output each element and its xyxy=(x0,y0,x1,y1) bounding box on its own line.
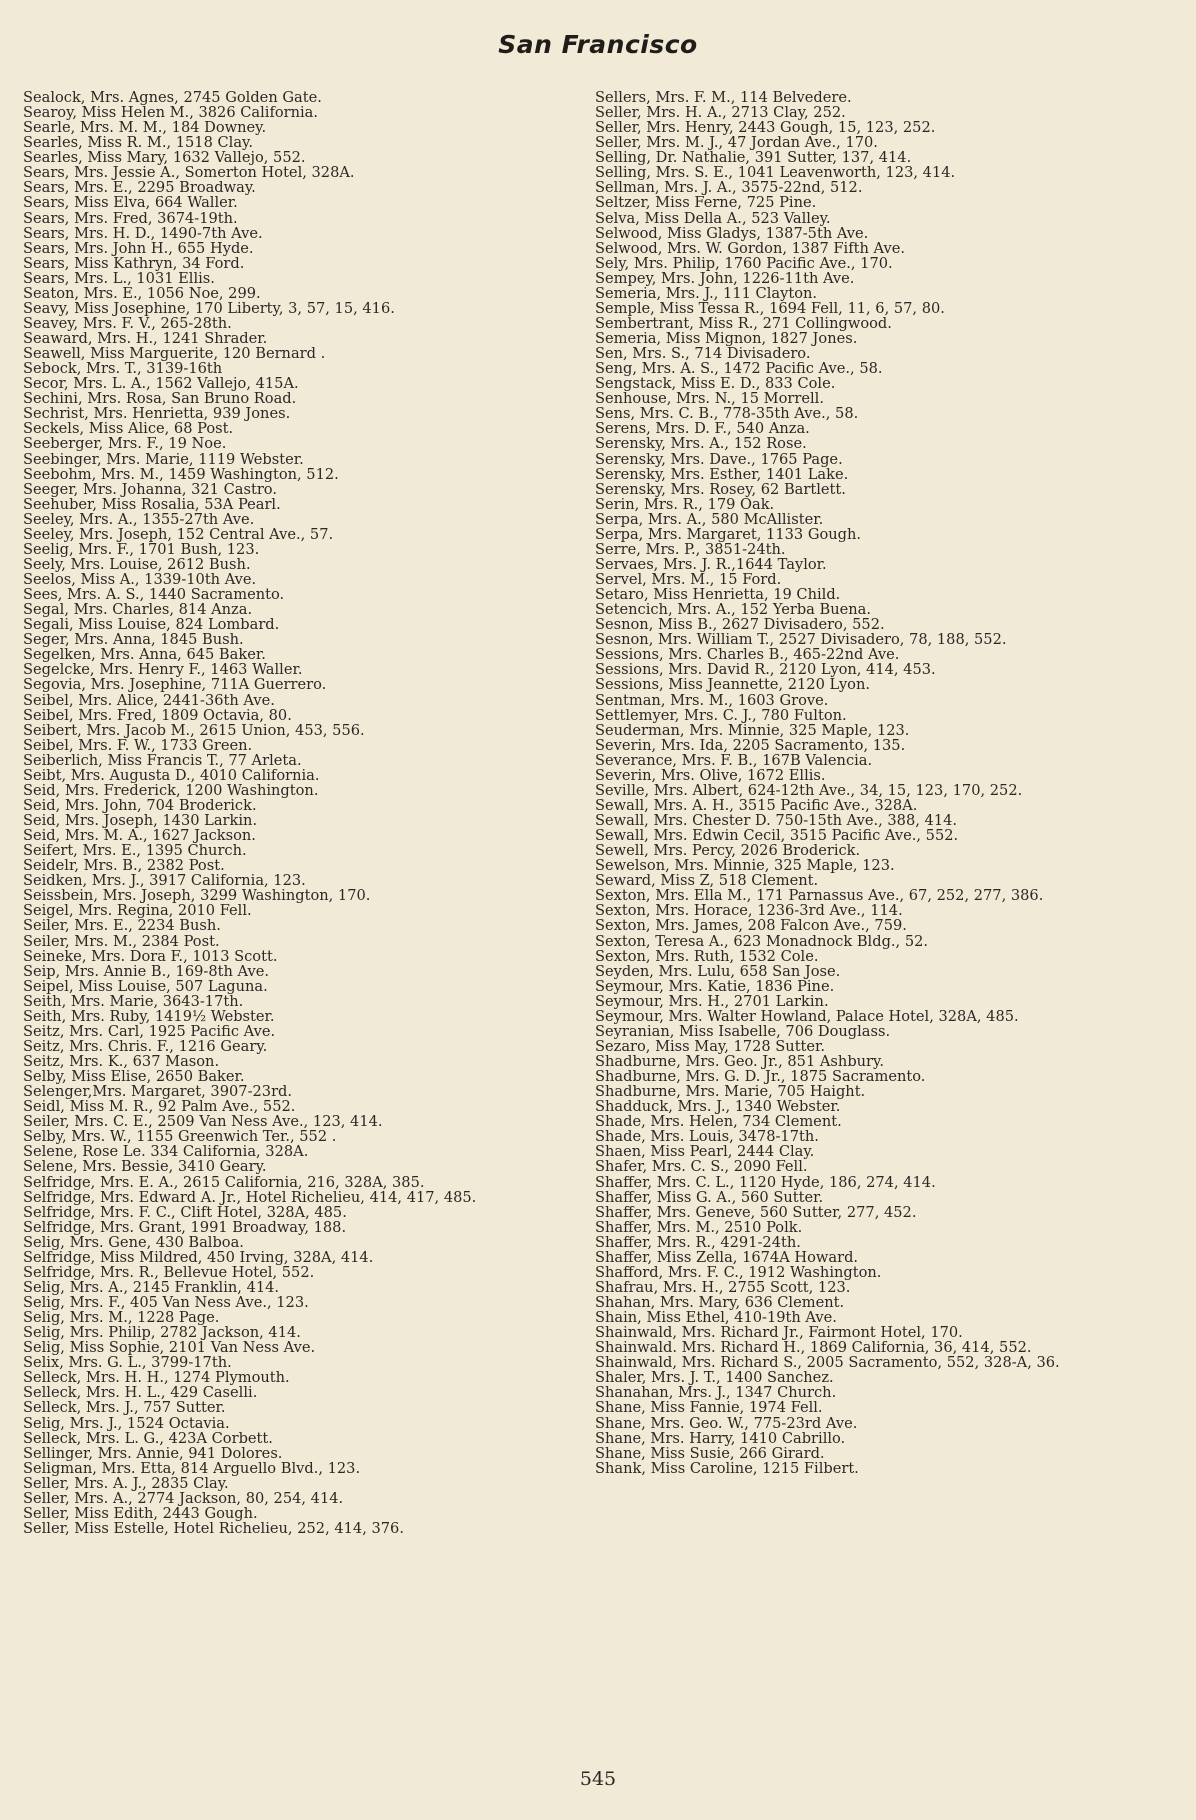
directory-entry: Severin, Mrs. Ida, 2205 Sacramento, 135. xyxy=(595,736,906,754)
directory-entry: Sexton, Mrs. Ruth, 1532 Cole. xyxy=(595,947,819,965)
directory-entry: Seville, Mrs. Albert, 624-12th Ave., 34, 15, 123, 170, 252. xyxy=(595,781,1023,799)
directory-entry: Sesnon, Mrs. William T., 2527 Divisadero, 78, 188, 552. xyxy=(595,631,1007,649)
directory-entry: Semeria, Mrs. J., 111 Clayton. xyxy=(595,284,818,302)
directory-entry: Seiberlich, Miss Francis T., 77 Arleta. xyxy=(23,751,302,769)
directory-entry: Segali, Miss Louise, 824 Lombard. xyxy=(23,616,280,634)
directory-entry: Selfridge, Miss Mildred, 450 Irving, 328A, 414. xyxy=(23,1248,374,1266)
directory-entry: Serensky, Mrs. A., 152 Rose. xyxy=(595,435,807,453)
directory-entry: Shafrau, Mrs. H., 2755 Scott, 123. xyxy=(595,1278,851,1296)
directory-entry: Serre, Mrs. P., 3851-24th. xyxy=(595,540,786,558)
directory-entry: Selig, Mrs. Gene, 430 Balboa. xyxy=(23,1233,244,1251)
directory-entry: Segal, Mrs. Charles, 814 Anza. xyxy=(23,601,253,619)
directory-entry: Seller, Mrs. H. A., 2713 Clay, 252. xyxy=(595,104,846,122)
directory-entry: Selby, Miss Elise, 2650 Baker. xyxy=(23,1068,245,1086)
directory-entry: Sexton, Teresa A., 623 Monadnock Bldg., 52. xyxy=(595,932,929,950)
directory-entry: Shainwald, Mrs. Richard Jr., Fairmont Hotel, 170. xyxy=(595,1324,963,1342)
directory-entry: Seller, Mrs. A. J., 2835 Clay. xyxy=(23,1474,229,1492)
directory-entry: Seward, Miss Z, 518 Clement. xyxy=(595,872,819,890)
directory-entry: Sentman, Mrs. M., 1603 Grove. xyxy=(595,691,829,709)
directory-entry: Shainwald, Mrs. Richard S., 2005 Sacramento, 552, 328-A, 36. xyxy=(595,1354,1060,1372)
directory-entry: Seitz, Mrs. Chris. F., 1216 Geary. xyxy=(23,1037,268,1055)
directory-entry: Serensky, Mrs. Esther, 1401 Lake. xyxy=(595,465,849,483)
directory-entry: Setencich, Mrs. A., 152 Yerba Buena. xyxy=(595,601,872,619)
directory-entry: Seidl, Miss M. R., 92 Palm Ave., 552. xyxy=(23,1098,296,1116)
directory-entry: Selleck, Mrs. L. G., 423A Corbett. xyxy=(23,1429,273,1447)
directory-entry: Sessions, Mrs. David R., 2120 Lyon, 414, 453. xyxy=(595,661,936,679)
directory-entry: Shadduck, Mrs. J., 1340 Webster. xyxy=(595,1098,841,1116)
directory-entry: Sewall, Mrs. Chester D. 750-15th Ave., 388, 414. xyxy=(595,812,958,829)
directory-entry: Seitz, Mrs. K., 637 Mason. xyxy=(23,1053,220,1070)
directory-entry: Selleck, Mrs. J., 757 Sutter. xyxy=(23,1399,226,1417)
directory-entry: Sechini, Mrs. Rosa, San Bruno Road. xyxy=(23,390,297,408)
directory-entry: Selig, Mrs. M., 1228 Page. xyxy=(23,1309,220,1327)
directory-entry: Semeria, Miss Mignon, 1827 Jones. xyxy=(595,330,858,347)
directory-entry: Shadburne, Mrs. G. D. Jr., 1875 Sacramento. xyxy=(595,1068,926,1086)
directory-entry: Sengstack, Miss E. D., 833 Cole. xyxy=(595,375,836,393)
directory-entry: Seelig, Mrs. F., 1701 Bush, 123. xyxy=(23,540,260,558)
right-column xyxy=(595,90,1175,1476)
directory-entry: Shaffer, Mrs. M., 2510 Polk. xyxy=(595,1218,803,1236)
directory-entry: Shane, Miss Fannie, 1974 Fell. xyxy=(595,1399,823,1417)
directory-entry: Seid, Mrs. Joseph, 1430 Larkin. xyxy=(23,812,258,829)
directory-entry: Sewall, Mrs. A. H., 3515 Pacific Ave., 328A. xyxy=(595,796,918,814)
directory-entry: Selling, Mrs. S. E., 1041 Leavenworth, 123, 414. xyxy=(595,164,956,182)
directory-entry: Shade, Mrs. Louis, 3478-17th. xyxy=(595,1128,819,1146)
directory-entry: Sexton, Mrs. Horace, 1236-3rd Ave., 114. xyxy=(595,902,903,920)
directory-entry: Setaro, Miss Henrietta, 19 Child. xyxy=(595,586,841,604)
directory-entry: Settlemyer, Mrs. C. J., 780 Fulton. xyxy=(595,706,847,724)
directory-entry: Selby, Mrs. W., 1155 Greenwich Ter., 552 . xyxy=(23,1128,337,1146)
directory-entry: Seebinger, Mrs. Marie, 1119 Webster. xyxy=(23,450,304,468)
directory-entry: Seller, Miss Edith, 2443 Gough. xyxy=(23,1504,258,1522)
directory-entry: Shafford, Mrs. F. C., 1912 Washington. xyxy=(595,1263,882,1281)
directory-entry: Sears, Mrs. E., 2295 Broadway. xyxy=(23,179,256,197)
directory-entry: Seith, Mrs. Marie, 3643-17th. xyxy=(23,992,244,1010)
directory-entry: Seymour, Mrs. Katie, 1836 Pine. xyxy=(595,977,835,995)
directory-entry: Serensky, Mrs. Dave., 1765 Page. xyxy=(595,450,843,468)
directory-entry: Shain, Miss Ethel, 410-19th Ave. xyxy=(595,1309,837,1327)
directory-entry: Seymour, Mrs. Walter Howland, Palace Hotel, 328A, 485. xyxy=(595,1007,1019,1025)
directory-entry: Sens, Mrs. C. B., 778-35th Ave., 58. xyxy=(595,405,859,423)
directory-entry: Seelos, Miss A., 1339-10th Ave. xyxy=(23,571,257,588)
directory-entry: Shaen, Miss Pearl, 2444 Clay. xyxy=(595,1143,815,1161)
directory-entry: Seip, Mrs. Annie B., 169-8th Ave. xyxy=(23,962,269,980)
directory-entry: Sears, Mrs. H. D., 1490-7th Ave. xyxy=(23,224,263,242)
directory-entry: Sen, Mrs. S., 714 Divisadero. xyxy=(595,345,811,363)
directory-entry: Seid, Mrs. M. A., 1627 Jackson. xyxy=(23,827,256,845)
directory-entry: Sears, Mrs. John H., 655 Hyde. xyxy=(23,239,254,257)
directory-entry: Severance, Mrs. F. B., 167B Valencia. xyxy=(595,751,873,769)
directory-entry: Shadburne, Mrs. Marie, 705 Haight. xyxy=(595,1083,866,1101)
page-heading: San Francisco xyxy=(498,30,698,59)
directory-entry: Selig, Mrs. Philip, 2782 Jackson, 414. xyxy=(23,1324,301,1342)
directory-entry: Seiler, Mrs. C. E., 2509 Van Ness Ave., 123, 414. xyxy=(23,1113,383,1131)
directory-entry: Seibert, Mrs. Jacob M., 2615 Union, 453, 556. xyxy=(23,721,365,739)
directory-entry: Sexton, Mrs. James, 208 Falcon Ave., 759. xyxy=(595,917,907,935)
directory-entry: Seckels, Miss Alice, 68 Post. xyxy=(23,420,234,438)
directory-entry: Sewelson, Mrs. Minnie, 325 Maple, 123. xyxy=(595,857,895,875)
directory-entry: Serpa, Mrs. Margaret, 1133 Gough. xyxy=(595,525,862,543)
directory-entry: Selig, Mrs. J., 1524 Octavia. xyxy=(23,1414,230,1432)
directory-entry: Shafer, Mrs. C. S., 2090 Fell. xyxy=(595,1158,808,1176)
directory-entry: Sechrist, Mrs. Henrietta, 939 Jones. xyxy=(23,405,291,423)
directory-entry: Selwood, Mrs. W. Gordon, 1387 Fifth Ave. xyxy=(595,239,905,257)
directory-entry: Seibel, Mrs. F. W., 1733 Green. xyxy=(23,736,253,754)
directory-entry: Seibel, Mrs. Alice, 2441-36th Ave. xyxy=(23,691,275,709)
directory-entry: Sely, Mrs. Philip, 1760 Pacific Ave., 170. xyxy=(595,254,893,272)
directory-entry: Shane, Mrs. Harry, 1410 Cabrillo. xyxy=(595,1429,846,1447)
directory-entry: Shaffer, Mrs. C. L., 1120 Hyde, 186, 274, 414. xyxy=(595,1173,936,1191)
directory-entry: Senhouse, Mrs. N., 15 Morrell. xyxy=(595,390,824,408)
directory-entry: Searles, Miss R. M., 1518 Clay. xyxy=(23,134,253,152)
directory-entry: Sewall, Mrs. Edwin Cecil, 3515 Pacific Ave., 552. xyxy=(595,827,959,845)
directory-entry: Seidelr, Mrs. B., 2382 Post. xyxy=(23,857,225,875)
directory-entry: Seeberger, Mrs. F., 19 Noe. xyxy=(23,435,227,453)
directory-entry: Seineke, Mrs. Dora F., 1013 Scott. xyxy=(23,947,278,965)
directory-entry: Seller, Mrs. M. J., 47 Jordan Ave., 170. xyxy=(595,134,878,152)
directory-entry: Seligman, Mrs. Etta, 814 Arguello Blvd., 123. xyxy=(23,1459,361,1477)
directory-entry: Selwood, Miss Gladys, 1387-5th Ave. xyxy=(595,224,869,242)
directory-entry: Seigel, Mrs. Regina, 2010 Fell. xyxy=(23,902,252,920)
directory-entry: Selene, Mrs. Bessie, 3410 Geary. xyxy=(23,1158,267,1176)
directory-entry: Severin, Mrs. Olive, 1672 Ellis. xyxy=(595,766,826,784)
directory-entry: Serens, Mrs. D. F., 540 Anza. xyxy=(595,420,810,438)
directory-entry: Segovia, Mrs. Josephine, 711A Guerrero. xyxy=(23,676,327,694)
directory-entry: Selleck, Mrs. H. L., 429 Caselli. xyxy=(23,1384,258,1402)
directory-entry: Selene, Rose Le. 334 California, 328A. xyxy=(23,1143,309,1161)
directory-entry: Selenger,Mrs. Margaret, 3907-23rd. xyxy=(23,1083,293,1101)
directory-entry: Sears, Miss Elva, 664 Waller. xyxy=(23,194,238,212)
directory-entry: Seiler, Mrs. E., 2234 Bush. xyxy=(23,917,221,935)
directory-entry: Seymour, Mrs. H., 2701 Larkin. xyxy=(595,992,829,1010)
directory-entry: Seeley, Mrs. A., 1355-27th Ave. xyxy=(23,510,255,528)
directory-entry: Sesnon, Miss B., 2627 Divisadero, 552. xyxy=(595,616,885,634)
directory-entry: Seehuber, Miss Rosalia, 53A Pearl. xyxy=(23,495,281,513)
directory-entry: Seyden, Mrs. Lulu, 658 San Jose. xyxy=(595,962,841,980)
directory-entry: Seaton, Mrs. E., 1056 Noe, 299. xyxy=(23,284,261,302)
directory-entry: Seely, Mrs. Louise, 2612 Bush. xyxy=(23,555,251,573)
directory-entry: Selix, Mrs. G. L., 3799-17th. xyxy=(23,1354,232,1372)
directory-entry: Shaffer, Miss Zella, 1674A Howard. xyxy=(595,1248,859,1266)
directory-entry: Seebohm, Mrs. M., 1459 Washington, 512. xyxy=(23,465,339,483)
directory-entry: Seipel, Miss Louise, 507 Laguna. xyxy=(23,977,268,995)
directory-entry: Servaes, Mrs. J. R.,1644 Taylor. xyxy=(595,555,827,573)
directory-entry: Selfridge, Mrs. R., Bellevue Hotel, 552. xyxy=(23,1263,315,1281)
directory-entry: Selfridge, Mrs. Edward A. Jr., Hotel Richelieu, 414, 417, 485. xyxy=(23,1188,477,1206)
directory-entry: Shadburne, Mrs. Geo. Jr., 851 Ashbury. xyxy=(595,1053,884,1070)
directory-entry: Segelken, Mrs. Anna, 645 Baker. xyxy=(23,646,266,664)
directory-entry: Seawell, Miss Marguerite, 120 Bernard . xyxy=(23,345,326,363)
directory-entry: Searle, Mrs. M. M., 184 Downey. xyxy=(23,119,267,137)
directory-entry: Sempey, Mrs. John, 1226-11th Ave. xyxy=(595,269,855,287)
directory-entry: Seid, Mrs. John, 704 Broderick. xyxy=(23,796,257,814)
directory-entry: Sears, Miss Kathryn, 34 Ford. xyxy=(23,254,245,272)
directory-entry: Sessions, Miss Jeannette, 2120 Lyon. xyxy=(595,676,871,694)
directory-entry: Shaler, Mrs. J. T., 1400 Sanchez. xyxy=(595,1369,834,1387)
directory-entry: Sellers, Mrs. F. M., 114 Belvedere. xyxy=(595,89,852,106)
directory-entry: Seid, Mrs. Frederick, 1200 Washington. xyxy=(23,781,319,799)
directory-entry: Shaffer, Miss G. A., 560 Sutter. xyxy=(595,1188,824,1206)
directory-entry: Serin, Mrs. R., 179 Oak. xyxy=(595,495,775,513)
directory-entry: Shaffer, Mrs. R., 4291-24th. xyxy=(595,1233,801,1251)
directory-entry: Selfridge, Mrs. F. C., Clift Hotel, 328A, 485. xyxy=(23,1203,347,1221)
directory-entry: Seng, Mrs. A. S., 1472 Pacific Ave., 58. xyxy=(595,360,883,378)
directory-entry: Seifert, Mrs. E., 1395 Church. xyxy=(23,842,247,860)
directory-entry: Shanahan, Mrs. J., 1347 Church. xyxy=(595,1384,837,1402)
directory-entry: Shahan, Mrs. Mary, 636 Clement. xyxy=(595,1294,845,1311)
directory-entry: Shane, Miss Susie, 266 Girard. xyxy=(595,1444,825,1462)
directory-entry: Seibt, Mrs. Augusta D., 4010 California. xyxy=(23,766,320,784)
directory-entry: Sears, Mrs. Jessie A., Somerton Hotel, 328A. xyxy=(23,164,355,182)
directory-entry: Seltzer, Miss Ferne, 725 Pine. xyxy=(595,194,817,212)
directory-entry: Selleck, Mrs. H. H., 1274 Plymouth. xyxy=(23,1369,290,1387)
directory-entry: Serpa, Mrs. A., 580 McAllister. xyxy=(595,510,824,528)
directory-entry: Sears, Mrs. L., 1031 Ellis. xyxy=(23,269,215,287)
directory-entry: Selig, Mrs. F., 405 Van Ness Ave., 123. xyxy=(23,1294,309,1311)
directory-entry: Segelcke, Mrs. Henry F., 1463 Waller. xyxy=(23,661,303,679)
directory-entry: Sellman, Mrs. J. A., 3575-22nd, 512. xyxy=(595,179,863,197)
directory-entry: Seyranian, Miss Isabelle, 706 Douglass. xyxy=(595,1022,891,1040)
directory-entry: Seissbein, Mrs. Joseph, 3299 Washington, 170. xyxy=(23,887,371,905)
directory-entry: Semple, Miss Tessa R., 1694 Fell, 11, 6, 57, 80. xyxy=(595,299,945,317)
directory-entry: Shane, Mrs. Geo. W., 775-23rd Ave. xyxy=(595,1414,858,1432)
directory-entry: Searles, Miss Mary, 1632 Vallejo, 552. xyxy=(23,149,306,167)
directory-entry: Sears, Mrs. Fred, 3674-19th. xyxy=(23,209,238,227)
directory-entry: Seavey, Mrs. F. V., 265-28th. xyxy=(23,314,232,332)
directory-entry: Sezaro, Miss May, 1728 Sutter. xyxy=(595,1037,826,1055)
directory-entry: Selfridge, Mrs. E. A., 2615 California, 216, 328A, 385. xyxy=(23,1173,425,1191)
directory-entry: Sebock, Mrs. T., 3139-16th xyxy=(23,360,223,378)
directory-entry: Shade, Mrs. Helen, 734 Clement. xyxy=(595,1113,842,1131)
directory-entry: Sewell, Mrs. Percy, 2026 Broderick. xyxy=(595,842,861,860)
directory-entry: Seller, Miss Estelle, Hotel Richelieu, 252, 414, 376. xyxy=(23,1519,404,1537)
directory-entry: Servel, Mrs. M., 15 Ford. xyxy=(595,571,782,588)
directory-entry: Seeger, Mrs. Johanna, 321 Castro. xyxy=(23,480,277,498)
directory-entry: Sees, Mrs. A. S., 1440 Sacramento. xyxy=(23,586,285,604)
directory-entry: Seiler, Mrs. M., 2384 Post. xyxy=(23,932,220,950)
directory-entry: Sessions, Mrs. Charles B., 465-22nd Ave. xyxy=(595,646,900,664)
directory-entry: Sexton, Mrs. Ella M., 171 Parnassus Ave., 67, 252, 277, 386. xyxy=(595,887,1044,905)
directory-entry: Selfridge, Mrs. Grant, 1991 Broadway, 188. xyxy=(23,1218,347,1236)
directory-entry: Seger, Mrs. Anna, 1845 Bush. xyxy=(23,631,244,649)
directory-entry: Sembertrant, Miss R., 271 Collingwood. xyxy=(595,314,892,332)
directory-entry: Seith, Mrs. Ruby, 1419½ Webster. xyxy=(23,1007,275,1025)
directory-entry: Shank, Miss Caroline, 1215 Filbert. xyxy=(595,1459,859,1477)
directory-entry: Seavy, Miss Josephine, 170 Liberty, 3, 57, 15, 416. xyxy=(23,299,395,317)
directory-entry: Sealock, Mrs. Agnes, 2745 Golden Gate. xyxy=(23,89,322,106)
directory-entry: Seller, Mrs. Henry, 2443 Gough, 15, 123, 252. xyxy=(595,119,936,137)
directory-entry: Shaffer, Mrs. Geneve, 560 Sutter, 277, 452. xyxy=(595,1203,917,1221)
directory-entry: Selling, Dr. Nathalie, 391 Sutter, 137, 414. xyxy=(595,149,912,167)
directory-entry: Selig, Mrs. A., 2145 Franklin, 414. xyxy=(23,1278,280,1296)
directory-entry: Sellinger, Mrs. Annie, 941 Dolores. xyxy=(23,1444,283,1462)
directory-entry: Seller, Mrs. A., 2774 Jackson, 80, 254, 414. xyxy=(23,1489,344,1507)
directory-entry: Seibel, Mrs. Fred, 1809 Octavia, 80. xyxy=(23,706,292,724)
directory-entry: Seitz, Mrs. Carl, 1925 Pacific Ave. xyxy=(23,1022,276,1040)
directory-entry: Selva, Miss Della A., 523 Valley. xyxy=(595,209,831,227)
directory-entry: Seidken, Mrs. J., 3917 California, 123. xyxy=(23,872,306,890)
directory-entry: Selig, Miss Sophie, 2101 Van Ness Ave. xyxy=(23,1339,316,1357)
directory-entry: Seuderman, Mrs. Minnie, 325 Maple, 123. xyxy=(595,721,910,739)
directory-entry: Shainwald. Mrs. Richard H., 1869 California, 36, 414, 552. xyxy=(595,1339,1032,1357)
left-column xyxy=(23,90,568,1536)
directory-entry: Seeley, Mrs. Joseph, 152 Central Ave., 57. xyxy=(23,525,334,543)
page-number: 545 xyxy=(579,1768,617,1790)
directory-entry: Serensky, Mrs. Rosey, 62 Bartlett. xyxy=(595,480,846,498)
directory-entry: Secor, Mrs. L. A., 1562 Vallejo, 415A. xyxy=(23,375,299,393)
directory-entry: Seaward, Mrs. H., 1241 Shrader. xyxy=(23,330,268,347)
directory-entry: Searoy, Miss Helen M., 3826 California. xyxy=(23,104,319,122)
